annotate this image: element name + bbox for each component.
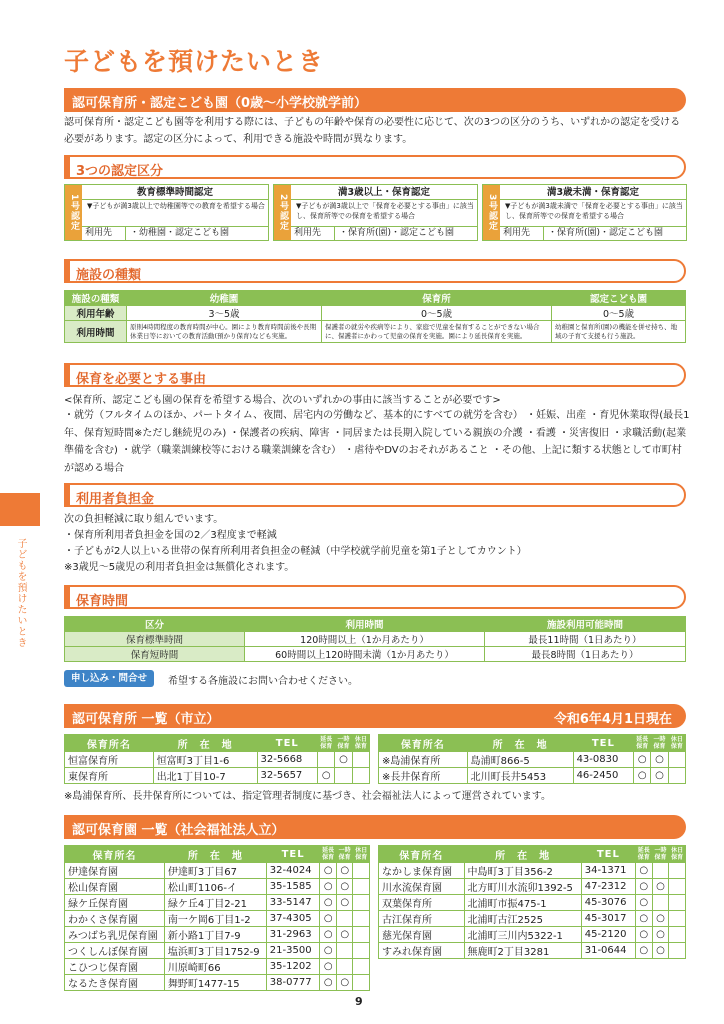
holiday-mark — [353, 959, 370, 975]
table-header: 保育所名 — [379, 846, 465, 863]
facility-address: 恒富町3丁目1-6 — [153, 752, 257, 768]
table-row — [379, 895, 686, 911]
extended-mark: ○ — [320, 911, 337, 927]
temporary-mark: ○ — [652, 943, 669, 959]
facility-tel: 21-3500 — [266, 943, 320, 959]
holiday-mark — [352, 768, 369, 784]
table-cell: 3～5歳 — [127, 306, 322, 321]
holiday-mark — [353, 975, 370, 991]
table-header: 休日保育 — [352, 735, 369, 752]
table-header: 一時保育 — [652, 846, 669, 863]
facility-name: 緑ケ丘保育園 — [65, 895, 165, 911]
fees-line: ・子どもが2人以上いる世帯の保育所利用者負担金の軽減（中学校就学前児童を第1子としてカウント） — [64, 546, 527, 557]
facility-address: 出北1丁目10-7 — [153, 768, 257, 784]
temporary-mark: ○ — [336, 927, 353, 943]
facility-address: 北川町長井5453 — [467, 768, 573, 784]
table-header: TEL — [581, 846, 635, 863]
extended-mark: ○ — [320, 879, 337, 895]
holiday-mark — [668, 768, 685, 784]
cert-title: 教育標準時間認定 — [82, 185, 268, 200]
holiday-mark — [353, 927, 370, 943]
facility-tel: 45-3017 — [581, 911, 635, 927]
facility-name: みつばち乳児保育園 — [65, 927, 165, 943]
table-cell: 0～5歳 — [552, 306, 686, 321]
table-cell: 最長8時間（1日あたり） — [485, 647, 686, 662]
facility-tel: 47-2312 — [581, 879, 635, 895]
table-row — [65, 863, 370, 879]
table-header: 保育所名 — [379, 735, 468, 752]
table-cell: 原則4時間程度の教育時間が中心。園により教育時間前後や長期休業日等においての教育活動(預かり保育)なども実施。 — [127, 321, 322, 343]
facility-name: 恒富保育所 — [65, 752, 154, 768]
holiday-mark — [669, 927, 686, 943]
extended-mark: ○ — [635, 911, 652, 927]
table-header: 所 在 地 — [467, 735, 573, 752]
facility-tel: 32-4024 — [266, 863, 320, 879]
facility-name: 慈光保育園 — [379, 927, 465, 943]
facility-address: 新小路1丁目7-9 — [164, 927, 266, 943]
facility-name: 東保育所 — [65, 768, 154, 784]
table-header: 施設利用可能時間 — [485, 617, 686, 632]
section-header-public-list — [64, 704, 686, 728]
facility-tel: 37-4305 — [266, 911, 320, 927]
holiday-mark — [353, 911, 370, 927]
page-title: 子どもを預けたいとき — [64, 47, 325, 76]
table-header: 所 在 地 — [464, 846, 581, 863]
private-list-left — [64, 845, 370, 991]
table-header: 延長保育 — [320, 846, 337, 863]
holiday-mark — [669, 895, 686, 911]
public-list-right — [378, 734, 686, 784]
temporary-mark: ○ — [335, 752, 352, 768]
holiday-mark — [668, 752, 685, 768]
facility-address: 北方町川水流卯1392-5 — [464, 879, 581, 895]
fees-line: ・保育所利用者負担金を国の2／3程度まで軽減 — [64, 530, 277, 541]
extended-mark: ○ — [635, 943, 652, 959]
cert-use-value: ・保育所(園)・認定こども園 — [548, 228, 664, 238]
reasons-intro: <保育所、認定こども園の保育を希望する場合、次のいずれかの事由に該当することが必要です> — [64, 395, 501, 406]
temporary-mark: ○ — [336, 895, 353, 911]
facility-tel: 32-5668 — [257, 752, 318, 768]
temporary-mark: ○ — [651, 768, 668, 784]
fees-line: 次の負担軽減に取り組んでいます。 — [64, 514, 224, 525]
cert-use-label: 利用先 — [500, 227, 544, 240]
table-header: 一時保育 — [336, 846, 353, 863]
facility-name: 川水流保育園 — [379, 879, 465, 895]
public-list-title: 認可保育所 一覧（市立） — [72, 712, 220, 727]
private-list-right — [378, 845, 686, 959]
table-row — [379, 943, 686, 959]
facility-name: ※長井保育所 — [379, 768, 468, 784]
facility-tel: 34-1371 — [581, 863, 635, 879]
temporary-mark — [336, 959, 353, 975]
cert-use-label: 利用先 — [291, 227, 335, 240]
facility-name: なるたき保育園 — [65, 975, 165, 991]
extended-mark: ○ — [635, 895, 652, 911]
facility-name: ※島浦保育所 — [379, 752, 468, 768]
cert-desc: ▼子どもが満3歳未満で「保育を必要とする事由」に該当し、保育所等での保育を希望する場合 — [505, 202, 683, 220]
table-header: 幼稚園 — [127, 291, 322, 306]
table-row — [379, 911, 686, 927]
facility-tel: 31-2963 — [266, 927, 320, 943]
temporary-mark — [652, 895, 669, 911]
public-list-left — [64, 734, 370, 784]
table-cell: 保護者の就労や疾病等により、家庭で児童を保育することができない場合に、保護者にかわって児童の保育を実施。園により延長保育を実施。 — [322, 321, 552, 343]
cert-title: 満3歳以上・保育認定 — [291, 185, 477, 200]
temporary-mark: ○ — [652, 927, 669, 943]
hours-table — [64, 616, 686, 662]
cert-card-2 — [273, 184, 478, 241]
table-header: 保育所名 — [65, 846, 165, 863]
facility-table — [64, 290, 686, 343]
holiday-mark — [669, 911, 686, 927]
table-row — [65, 975, 370, 991]
facility-tel: 45-2120 — [581, 927, 635, 943]
temporary-mark — [336, 911, 353, 927]
row-label: 利用年齢 — [65, 306, 127, 321]
section-header-hours: 保育時間 — [64, 585, 686, 609]
cert-title: 満3歳未満・保育認定 — [500, 185, 686, 200]
public-list-note: ※島浦保育所、長井保育所については、指定管理者制度に基づき、社会福祉法人によって運営されています。 — [64, 791, 551, 802]
extended-mark: ○ — [634, 768, 651, 784]
facility-tel: 38-0777 — [266, 975, 320, 991]
table-row — [379, 863, 686, 879]
facility-tel: 43-0830 — [573, 752, 634, 768]
row-label: 利用時間 — [65, 321, 127, 343]
table-header: 休日保育 — [668, 735, 685, 752]
table-header: 延長保育 — [634, 735, 651, 752]
side-tab — [0, 493, 40, 526]
extended-mark: ○ — [320, 959, 337, 975]
facility-tel: 45-3076 — [581, 895, 635, 911]
facility-name: なかしま保育園 — [379, 863, 465, 879]
table-row — [65, 959, 370, 975]
holiday-mark — [353, 943, 370, 959]
extended-mark — [318, 752, 335, 768]
facility-address: 北浦町市振475-1 — [464, 895, 581, 911]
temporary-mark: ○ — [652, 911, 669, 927]
facility-tel: 32-5657 — [257, 768, 318, 784]
page-number: 9 — [355, 995, 363, 1008]
facility-address: 北浦町古江2525 — [464, 911, 581, 927]
cert-use-value: ・保育所(園)・認定こども園 — [339, 228, 455, 238]
facility-tel: 33-5147 — [266, 895, 320, 911]
facility-address: 無鹿町2丁目3281 — [464, 943, 581, 959]
extended-mark: ○ — [635, 879, 652, 895]
temporary-mark — [652, 863, 669, 879]
table-header: 所 在 地 — [164, 846, 266, 863]
table-row — [65, 895, 370, 911]
contact-badge: 申し込み・問合せ — [64, 670, 154, 687]
temporary-mark: ○ — [336, 863, 353, 879]
extended-mark: ○ — [635, 927, 652, 943]
intro-text: 認可保育所・認定こども園等を利用する際には、子どもの年齢や保育の必要性に応じて、次の3つの区分のうち、いずれかの認定を受ける必要があります。認定の区分によって、利用できる施設や時間が異なります。 — [64, 117, 681, 145]
section-header-fees: 利用者負担金 — [64, 483, 686, 507]
section-header-daycare: 認可保育所・認定こども園（0歳～小学校就学前） — [64, 88, 686, 112]
facility-name: つくしんぼ保育園 — [65, 943, 165, 959]
table-header: 一時保育 — [651, 735, 668, 752]
facility-address: 松山町1106-イ — [164, 879, 266, 895]
temporary-mark: ○ — [336, 879, 353, 895]
table-row — [65, 768, 370, 784]
facility-name: こひつじ保育園 — [65, 959, 165, 975]
fees-line: ※3歳児～5歳児の利用者負担金は無償化されます。 — [64, 562, 295, 573]
extended-mark: ○ — [320, 895, 337, 911]
extended-mark: ○ — [635, 863, 652, 879]
facility-address: 川原崎町66 — [164, 959, 266, 975]
table-header: 延長保育 — [635, 846, 652, 863]
extended-mark: ○ — [320, 975, 337, 991]
cert-side-label: 3号認定 — [483, 185, 500, 240]
table-cell: 幼稚園と保育所(園)の機能を併せ持ち、地域の子育て支援も行う施設。 — [552, 321, 686, 343]
table-header: 認定こども園 — [552, 291, 686, 306]
extended-mark: ○ — [318, 768, 335, 784]
temporary-mark: ○ — [336, 975, 353, 991]
holiday-mark — [669, 863, 686, 879]
facility-tel: 46-2450 — [573, 768, 634, 784]
temporary-mark: ○ — [652, 879, 669, 895]
facility-tel: 35-1585 — [266, 879, 320, 895]
contact-text: 希望する各施設にお問い合わせください。 — [168, 676, 358, 687]
holiday-mark — [353, 879, 370, 895]
table-cell: 120時間以上（1か月あたり） — [245, 632, 485, 647]
cert-desc: ▼子どもが満3歳以上で幼稚園等での教育を希望する場合 — [87, 202, 265, 210]
extended-mark: ○ — [634, 752, 651, 768]
facility-tel: 35-1202 — [266, 959, 320, 975]
table-header: 保育所名 — [65, 735, 154, 752]
table-cell: 60時間以上120時間未満（1か月あたり） — [245, 647, 485, 662]
table-header: 所 在 地 — [153, 735, 257, 752]
side-tab-label: 子どもを預けたいとき — [15, 538, 26, 648]
table-row — [65, 943, 370, 959]
facility-name: 松山保育園 — [65, 879, 165, 895]
section-header-facilities: 施設の種類 — [64, 259, 686, 283]
temporary-mark — [335, 768, 352, 784]
extended-mark: ○ — [320, 943, 337, 959]
temporary-mark — [336, 943, 353, 959]
facility-address: 舞野町1477-15 — [164, 975, 266, 991]
facility-address: 塩浜町3丁目1752-9 — [164, 943, 266, 959]
cert-card-3 — [482, 184, 687, 241]
row-label: 保育短時間 — [65, 647, 245, 662]
facility-address: 緑ケ丘4丁目2-21 — [164, 895, 266, 911]
table-header: 施設の種類 — [65, 291, 127, 306]
table-header: 休日保育 — [669, 846, 686, 863]
facility-tel: 31-0644 — [581, 943, 635, 959]
holiday-mark — [669, 943, 686, 959]
facility-address: 南一ケ岡6丁目1-2 — [164, 911, 266, 927]
cert-side-label: 1号認定 — [65, 185, 82, 240]
cert-side-label: 2号認定 — [274, 185, 291, 240]
facility-name: 伊達保育園 — [65, 863, 165, 879]
table-cell: 0～5歳 — [322, 306, 552, 321]
cert-use-row — [82, 226, 268, 240]
facility-name: わかくさ保育園 — [65, 911, 165, 927]
table-row — [65, 927, 370, 943]
table-row — [65, 911, 370, 927]
cert-use-label: 利用先 — [82, 227, 126, 240]
table-header: 保育所 — [322, 291, 552, 306]
table-header: TEL — [266, 846, 320, 863]
holiday-mark — [352, 752, 369, 768]
facility-address: 島浦町866-5 — [467, 752, 573, 768]
section-header-reasons: 保育を必要とする事由 — [64, 363, 686, 387]
section-header-certification: 3つの認定区分 — [64, 155, 686, 179]
facility-name: 双葉保育所 — [379, 895, 465, 911]
temporary-mark: ○ — [651, 752, 668, 768]
table-cell: 最長11時間（1日あたり） — [485, 632, 686, 647]
extended-mark: ○ — [320, 863, 337, 879]
fees-text — [64, 512, 690, 576]
cert-use-row — [500, 226, 686, 240]
table-row — [65, 752, 370, 768]
facility-address: 伊達町3丁目67 — [164, 863, 266, 879]
cert-use-row — [291, 226, 477, 240]
section-header-private-list: 認可保育園 一覧（社会福祉法人立） — [64, 815, 686, 839]
table-header: 利用時間 — [245, 617, 485, 632]
table-header: 一時保育 — [335, 735, 352, 752]
facility-name: すみれ保育園 — [379, 943, 465, 959]
table-row — [379, 879, 686, 895]
facility-name: 古江保育所 — [379, 911, 465, 927]
table-row — [379, 752, 686, 768]
cert-card-1 — [64, 184, 269, 241]
reasons-text: ・就労（フルタイムのほか、パートタイム、夜間、居宅内の労働など、基本的にすべての就労を含む） ・妊娠、出産 ・育児休業取得(最長1年、保育短時間※ただし継続児のみ) ・保護者の疾病、障害 ・同居または長期入院している親族の介護 ・看護 ・災害復旧 ・求職活動(起業準備を含む) ・就学（職業訓練校等における職業訓練を含む） ・虐待やDVのおそれがあること ・その他、上記に類する状態として市町村が認める場合 — [64, 410, 690, 474]
facility-address: 中島町3丁目356-2 — [464, 863, 581, 879]
extended-mark: ○ — [320, 927, 337, 943]
table-header: TEL — [573, 735, 634, 752]
date-label: 令和6年4月1日現在 — [553, 712, 672, 727]
row-label: 保育標準時間 — [65, 632, 245, 647]
table-row — [379, 927, 686, 943]
table-header: 休日保育 — [353, 846, 370, 863]
holiday-mark — [669, 879, 686, 895]
facility-address: 北浦町三川内5322-1 — [464, 927, 581, 943]
holiday-mark — [353, 895, 370, 911]
table-row — [65, 879, 370, 895]
table-header: TEL — [257, 735, 318, 752]
cert-use-value: ・幼稚園・認定こども園 — [130, 228, 230, 238]
holiday-mark — [353, 863, 370, 879]
table-header: 延長保育 — [318, 735, 335, 752]
cert-desc: ▼子どもが満3歳以上で「保育を必要とする事由」に該当し、保育所等での保育を希望する場合 — [296, 202, 474, 220]
table-header: 区分 — [65, 617, 245, 632]
table-row — [379, 768, 686, 784]
